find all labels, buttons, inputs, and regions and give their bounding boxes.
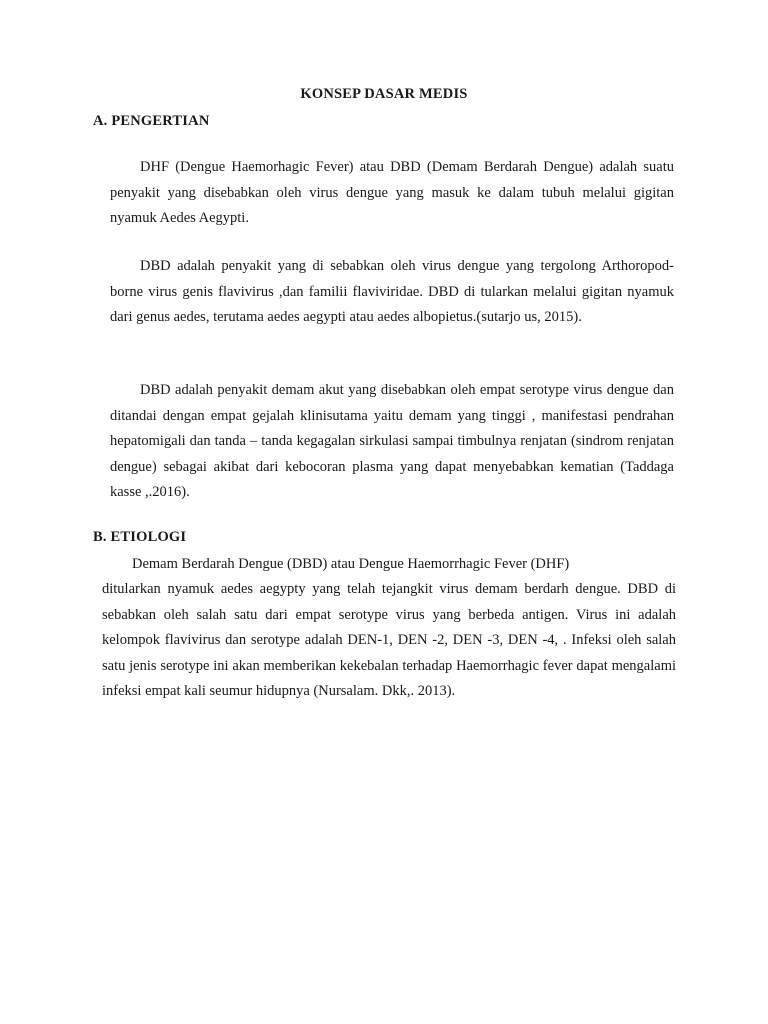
- section-heading-etiologi: B. ETIOLOGI: [93, 529, 187, 545]
- paragraph-pengertian-3: DBD adalah penyakit demam akut yang disebabkan oleh empat serotype virus dengue dan ditandai dengan empat gejalah klinisutama yaitu demam yang tinggi , manifestasi pendrahan hepatomigali dan tanda – tanda kegagalan sirkulasi sampai timbulnya renjatan (sindrom renjatan dengue) sebagai akibat dari kebocoran plasma yang dapat menyebabkan kematian (Taddaga kasse ,.2016).: [110, 382, 674, 500]
- section-heading-pengertian: A. PENGERTIAN: [93, 113, 210, 129]
- paragraph-etiologi-body: ditularkan nyamuk aedes aegypty yang telah tejangkit virus demam berdarh dengue. DBD di sebabkan oleh salah satu dari empat serotype virus yang berbeda antigen. Virus ini adalah kelompok flavivirus dan serotype adalah DEN-1, DEN -2, DEN -3, DEN -4, . Infeksi oleh salah satu jenis serotype ini akan memberikan kekebalan terhadap Haemorrhagic fever dapat mengalami infeksi empat kali seumur hidupnya (Nursalam. Dkk,. 2013).: [102, 581, 676, 699]
- paragraph-etiologi-first-line: Demam Berdarah Dengue (DBD) atau Dengue Haemorrhagic Fever (DHF): [132, 556, 570, 572]
- paragraph-pengertian-2: DBD adalah penyakit yang di sebabkan oleh virus dengue yang tergolong Arthoropod-borne virus genis flavivirus ,dan familii flaviviridae. DBD di tularkan melalui gigitan nyamuk dari genus aedes, terutama aedes aegypti atau aedes albopietus.(sutarjo us, 2015).: [110, 258, 674, 325]
- document-title: KONSEP DASAR MEDIS: [300, 86, 468, 102]
- paragraph-pengertian-1: DHF (Dengue Haemorhagic Fever) atau DBD (Demam Berdarah Dengue) adalah suatu penyakit yang disebabkan oleh virus dengue yang masuk ke dalam tubuh melalui gigitan nyamuk Aedes Aegypti.: [110, 159, 674, 226]
